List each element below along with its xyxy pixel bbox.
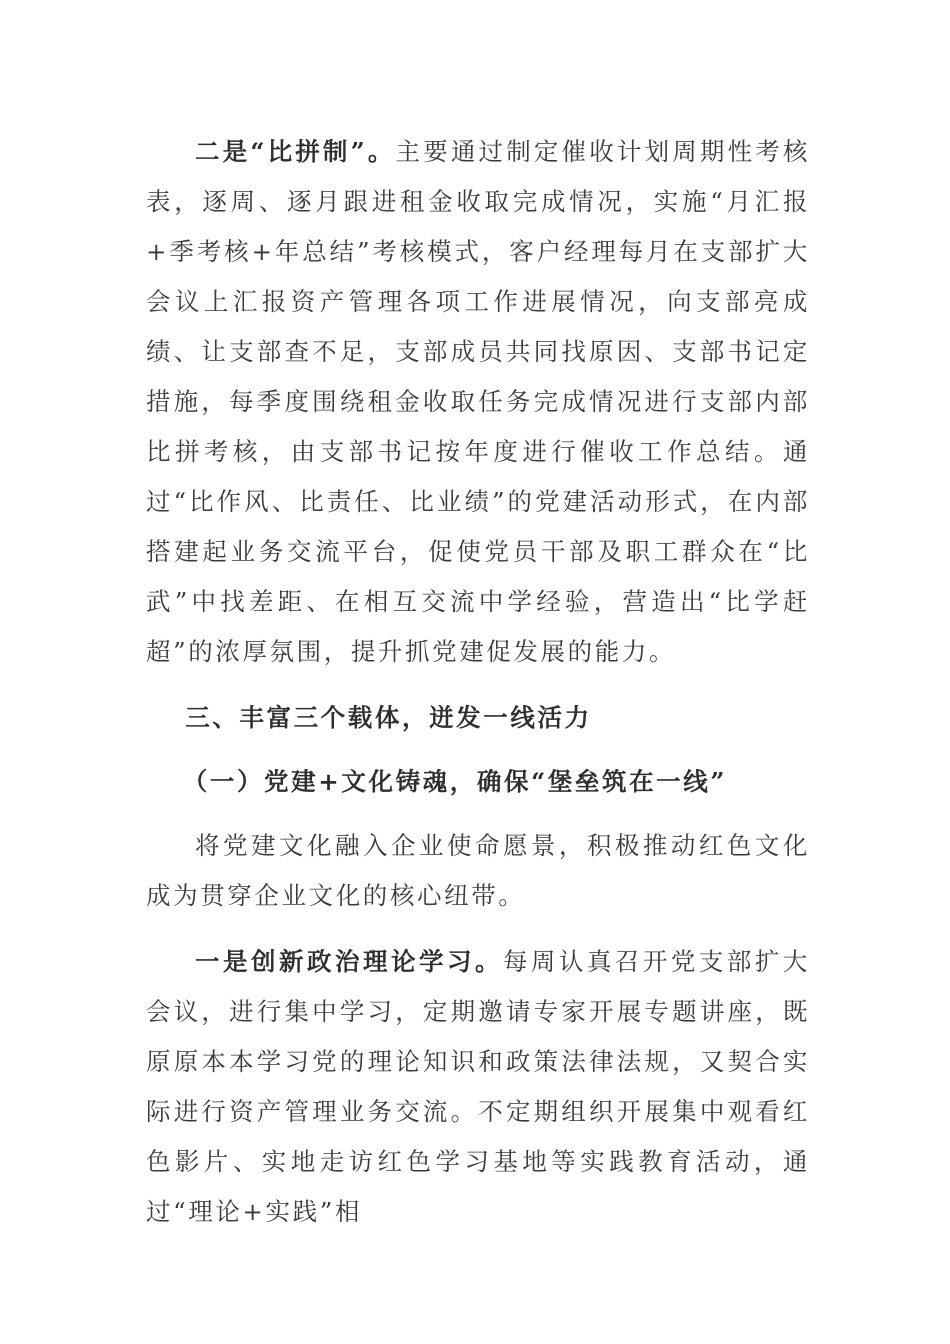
paragraph-bipinzhi xyxy=(146,127,810,677)
paragraph-text: 每周认真召开党支部扩大会议，进行集中学习，定期邀请专家开展专题讲座，既原原本本学习党的理论知识和政策法律法规，又契合实际进行资产管理业务交流。不定期组织开展集中观看红色影片、实地走访红色学习基地等实践教育活动，通过“理论+实践”相 xyxy=(146,947,810,1226)
subsection-heading: （一）党建+文化铸魂，确保“堡垒筑在一线” xyxy=(182,767,728,796)
document-body xyxy=(146,127,810,1253)
paragraph-lead: 一是创新政治理论学习。 xyxy=(195,947,503,976)
paragraph-lead: 二是“比拼制”。 xyxy=(195,137,396,166)
paragraph-text: 主要通过制定催收计划周期性考核表，逐周、逐月跟进租金收取完成情况，实施“月汇报+季考核+年总结”考核模式，客户经理每月在支部扩大会议上汇报资产管理各项工作进展情况，向支部亮成绩、让支部查不足，支部成员共同找原因、支部书记定措施，每季度围绕租金收取任务完成情况进行支部内部比拼考核，由支部书记按年度进行催收工作总结。通过“比作风、比责任、比业绩”的党建活动形式，在内部搭建起业务交流平台，促使党员干部及职工群众在“比武”中找差距、在相互交流中学经验，营造出“比学赶超”的浓厚氛围，提升抓党建促发展的能力。 xyxy=(146,137,811,666)
section-heading: 三、丰富三个载体，迸发一线活力 xyxy=(185,703,592,732)
paragraph-culture-intro: 将党建文化融入企业使命愿景，积极推动红色文化成为贯穿企业文化的核心纽带。 xyxy=(146,831,810,910)
paragraph-political-study xyxy=(146,937,810,1237)
